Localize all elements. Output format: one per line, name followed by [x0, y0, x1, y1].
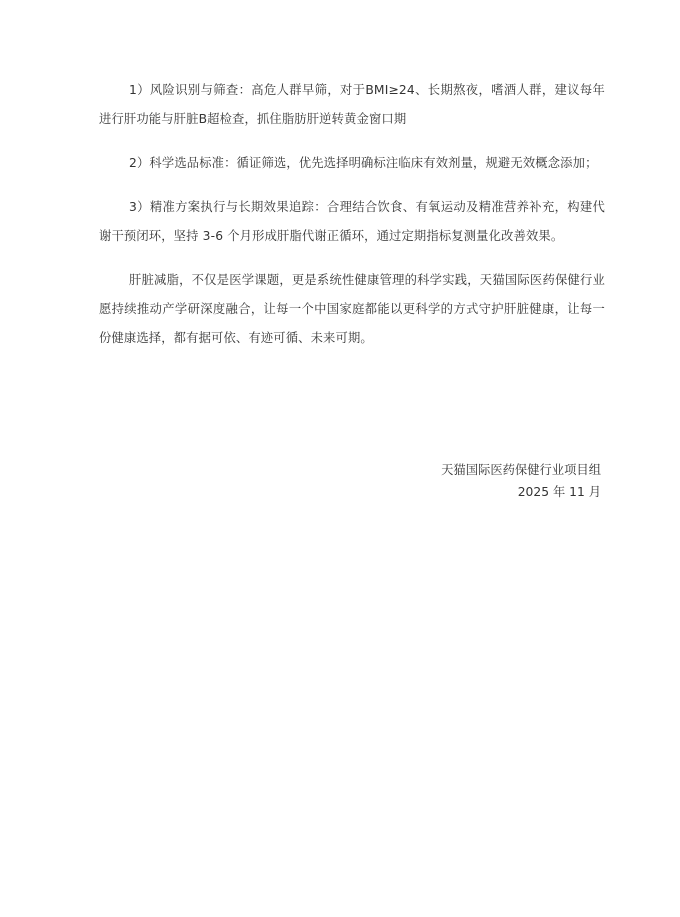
paragraph-product-selection: 2）科学选品标准：循证筛选，优先选择明确标注临床有效剂量，规避无效概念添加；	[129, 156, 598, 170]
paragraph-program-tracking: 3）精准方案执行与长期效果追踪：合理结合饮食、有氧运动及精准营养补充，构建代谢干预闭环，坚持 3-6 个月形成肝脂代谢正循环，通过定期指标复测量化改善效果。	[99, 200, 605, 243]
document-body	[99, 76, 605, 353]
signature-block	[441, 459, 601, 503]
paragraph-conclusion: 肝脏减脂，不仅是医学课题，更是系统性健康管理的科学实践，天猫国际医药保健行业愿持续推动产学研深度融合，让每一个中国家庭都能以更科学的方式守护肝脏健康，让每一份健康选择，都有据可依、有迹可循、未来可期。	[99, 273, 605, 345]
signature-date: 2025 年 11 月	[517, 485, 601, 499]
paragraph-risk-screening: 1）风险识别与筛查：高危人群早筛，对于BMI≥24、长期熬夜，嗜酒人群，建议每年进行肝功能与肝脏B超检查，抓住脂肪肝逆转黄金窗口期	[99, 83, 605, 126]
signature-organization: 天猫国际医药保健行业项目组	[441, 463, 601, 477]
